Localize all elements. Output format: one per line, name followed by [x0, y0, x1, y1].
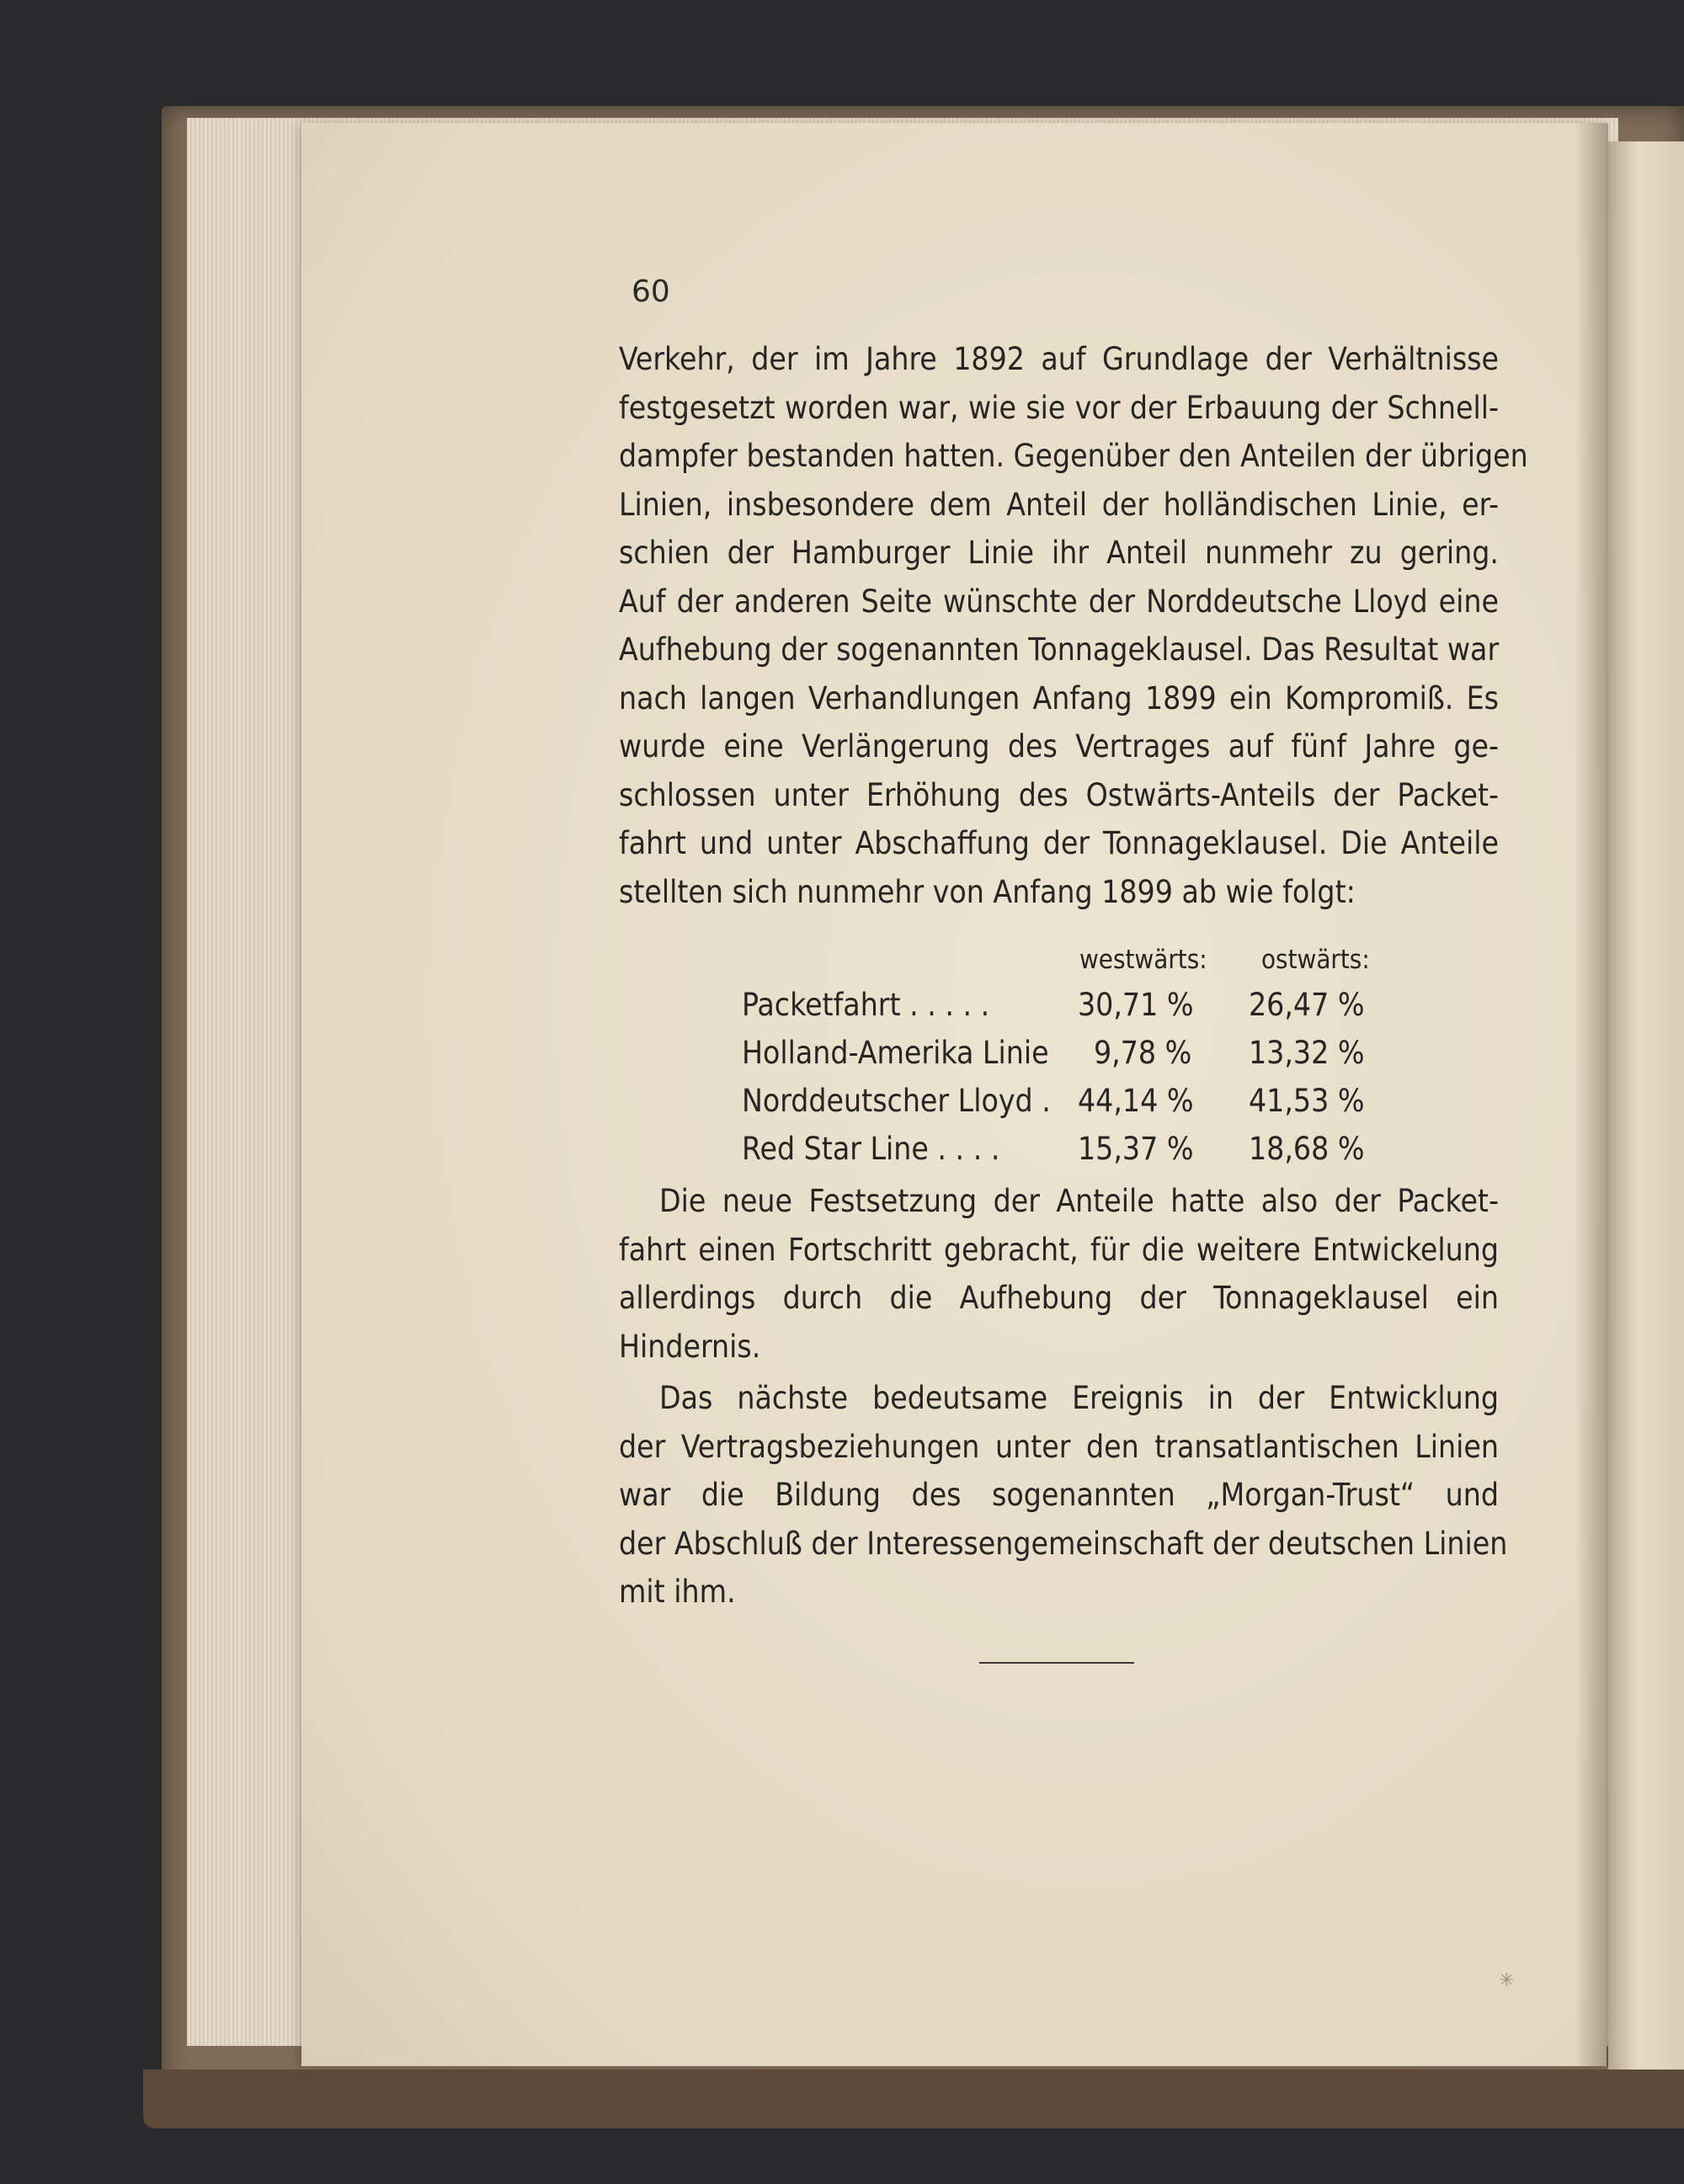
paragraph-2	[619, 1177, 1499, 1371]
table-row	[619, 1127, 1499, 1175]
table-row	[619, 983, 1499, 1031]
text-line: stellten sich nunmehr von Anfang 1899 ab wie folgt:	[619, 873, 1356, 910]
eastward-share: 41,53 %	[1249, 1083, 1365, 1119]
text-line: Verkehr, der im Jahre 1892 auf Grundlage der Verhältnisse	[619, 341, 1499, 377]
text-line: allerdings durch die Aufhebung der Tonnageklausel ein	[619, 1280, 1499, 1316]
westward-share: 30,71 %	[1078, 987, 1194, 1023]
text-line: Linien, insbesondere dem Anteil der holländischen Linie, er-	[619, 486, 1499, 523]
westward-share: 9,78 %	[1094, 1035, 1192, 1071]
text-line: der Abschluß der Interessengemeinschaft der deutschen Linien	[619, 1525, 1508, 1562]
text-line: fahrt und unter Abschaffung der Tonnageklausel. Die Anteile	[619, 825, 1499, 861]
line-name: Norddeutscher Lloyd .	[742, 1083, 1051, 1119]
end-rule	[979, 1662, 1134, 1664]
text-line: schien der Hamburger Linie ihr Anteil nunmehr zu gering.	[619, 535, 1499, 571]
text-line: Die neue Festsetzung der Anteile hatte also der Packet-	[659, 1183, 1499, 1219]
header-westward: westwärts:	[1079, 945, 1207, 975]
text-line: wurde eine Verlängerung des Vertrages auf fünf Jahre ge-	[619, 728, 1499, 764]
facing-page-edge	[1608, 141, 1684, 2069]
westward-share: 44,14 %	[1078, 1083, 1194, 1119]
page-gutter-shadow	[1575, 123, 1608, 2066]
table-row	[619, 1079, 1499, 1127]
page-number: 60	[632, 274, 670, 309]
text-line: nach langen Verhandlungen Anfang 1899 ein Kompromiß. Es	[619, 679, 1499, 716]
book-cover-edge	[143, 2069, 1684, 2128]
line-name: Holland-Amerika Linie	[742, 1035, 1049, 1071]
text-line: Aufhebung der sogenannten Tonnageklausel. Das Resultat war	[619, 631, 1500, 668]
text-line: dampfer bestanden hatten. Gegenüber den Anteilen der übrigen	[619, 438, 1528, 474]
westward-share: 15,37 %	[1078, 1131, 1194, 1167]
text-line: der Vertragsbeziehungen unter den transatlantischen Linien	[619, 1428, 1499, 1465]
eastward-share: 18,68 %	[1249, 1131, 1365, 1167]
text-line: war die Bildung des sogenannten „Morgan-Trust“ und	[619, 1477, 1499, 1513]
text-line: Auf der anderen Seite wünschte der Norddeutsche Lloyd eine	[619, 583, 1499, 620]
table-row	[619, 1031, 1499, 1079]
header-eastward: ostwärts:	[1261, 945, 1370, 975]
text-line: schlossen unter Erhöhung des Ostwärts-Anteils der Packet-	[619, 776, 1499, 813]
shares-table	[619, 940, 1499, 1175]
text-line: Das nächste bedeutsame Ereignis in der Entwicklung	[659, 1380, 1499, 1416]
line-name: Red Star Line . . . .	[742, 1131, 1000, 1167]
text-line: Hindernis.	[619, 1328, 761, 1365]
paragraph-3	[619, 1374, 1508, 1617]
text-line: mit ihm.	[619, 1574, 736, 1610]
eastward-share: 13,32 %	[1249, 1035, 1365, 1071]
text-line: fahrt einen Fortschritt gebracht, für die weitere Entwickelung	[619, 1231, 1499, 1268]
text-line: festgesetzt worden war, wie sie vor der Erbauung der Schnell-	[619, 389, 1499, 426]
line-name: Packetfahrt . . . . .	[742, 987, 990, 1023]
paper-stain: ✳	[1499, 1970, 1515, 1991]
paragraph-1	[619, 335, 1528, 916]
table-header	[619, 940, 1499, 983]
eastward-share: 26,47 %	[1249, 987, 1365, 1023]
